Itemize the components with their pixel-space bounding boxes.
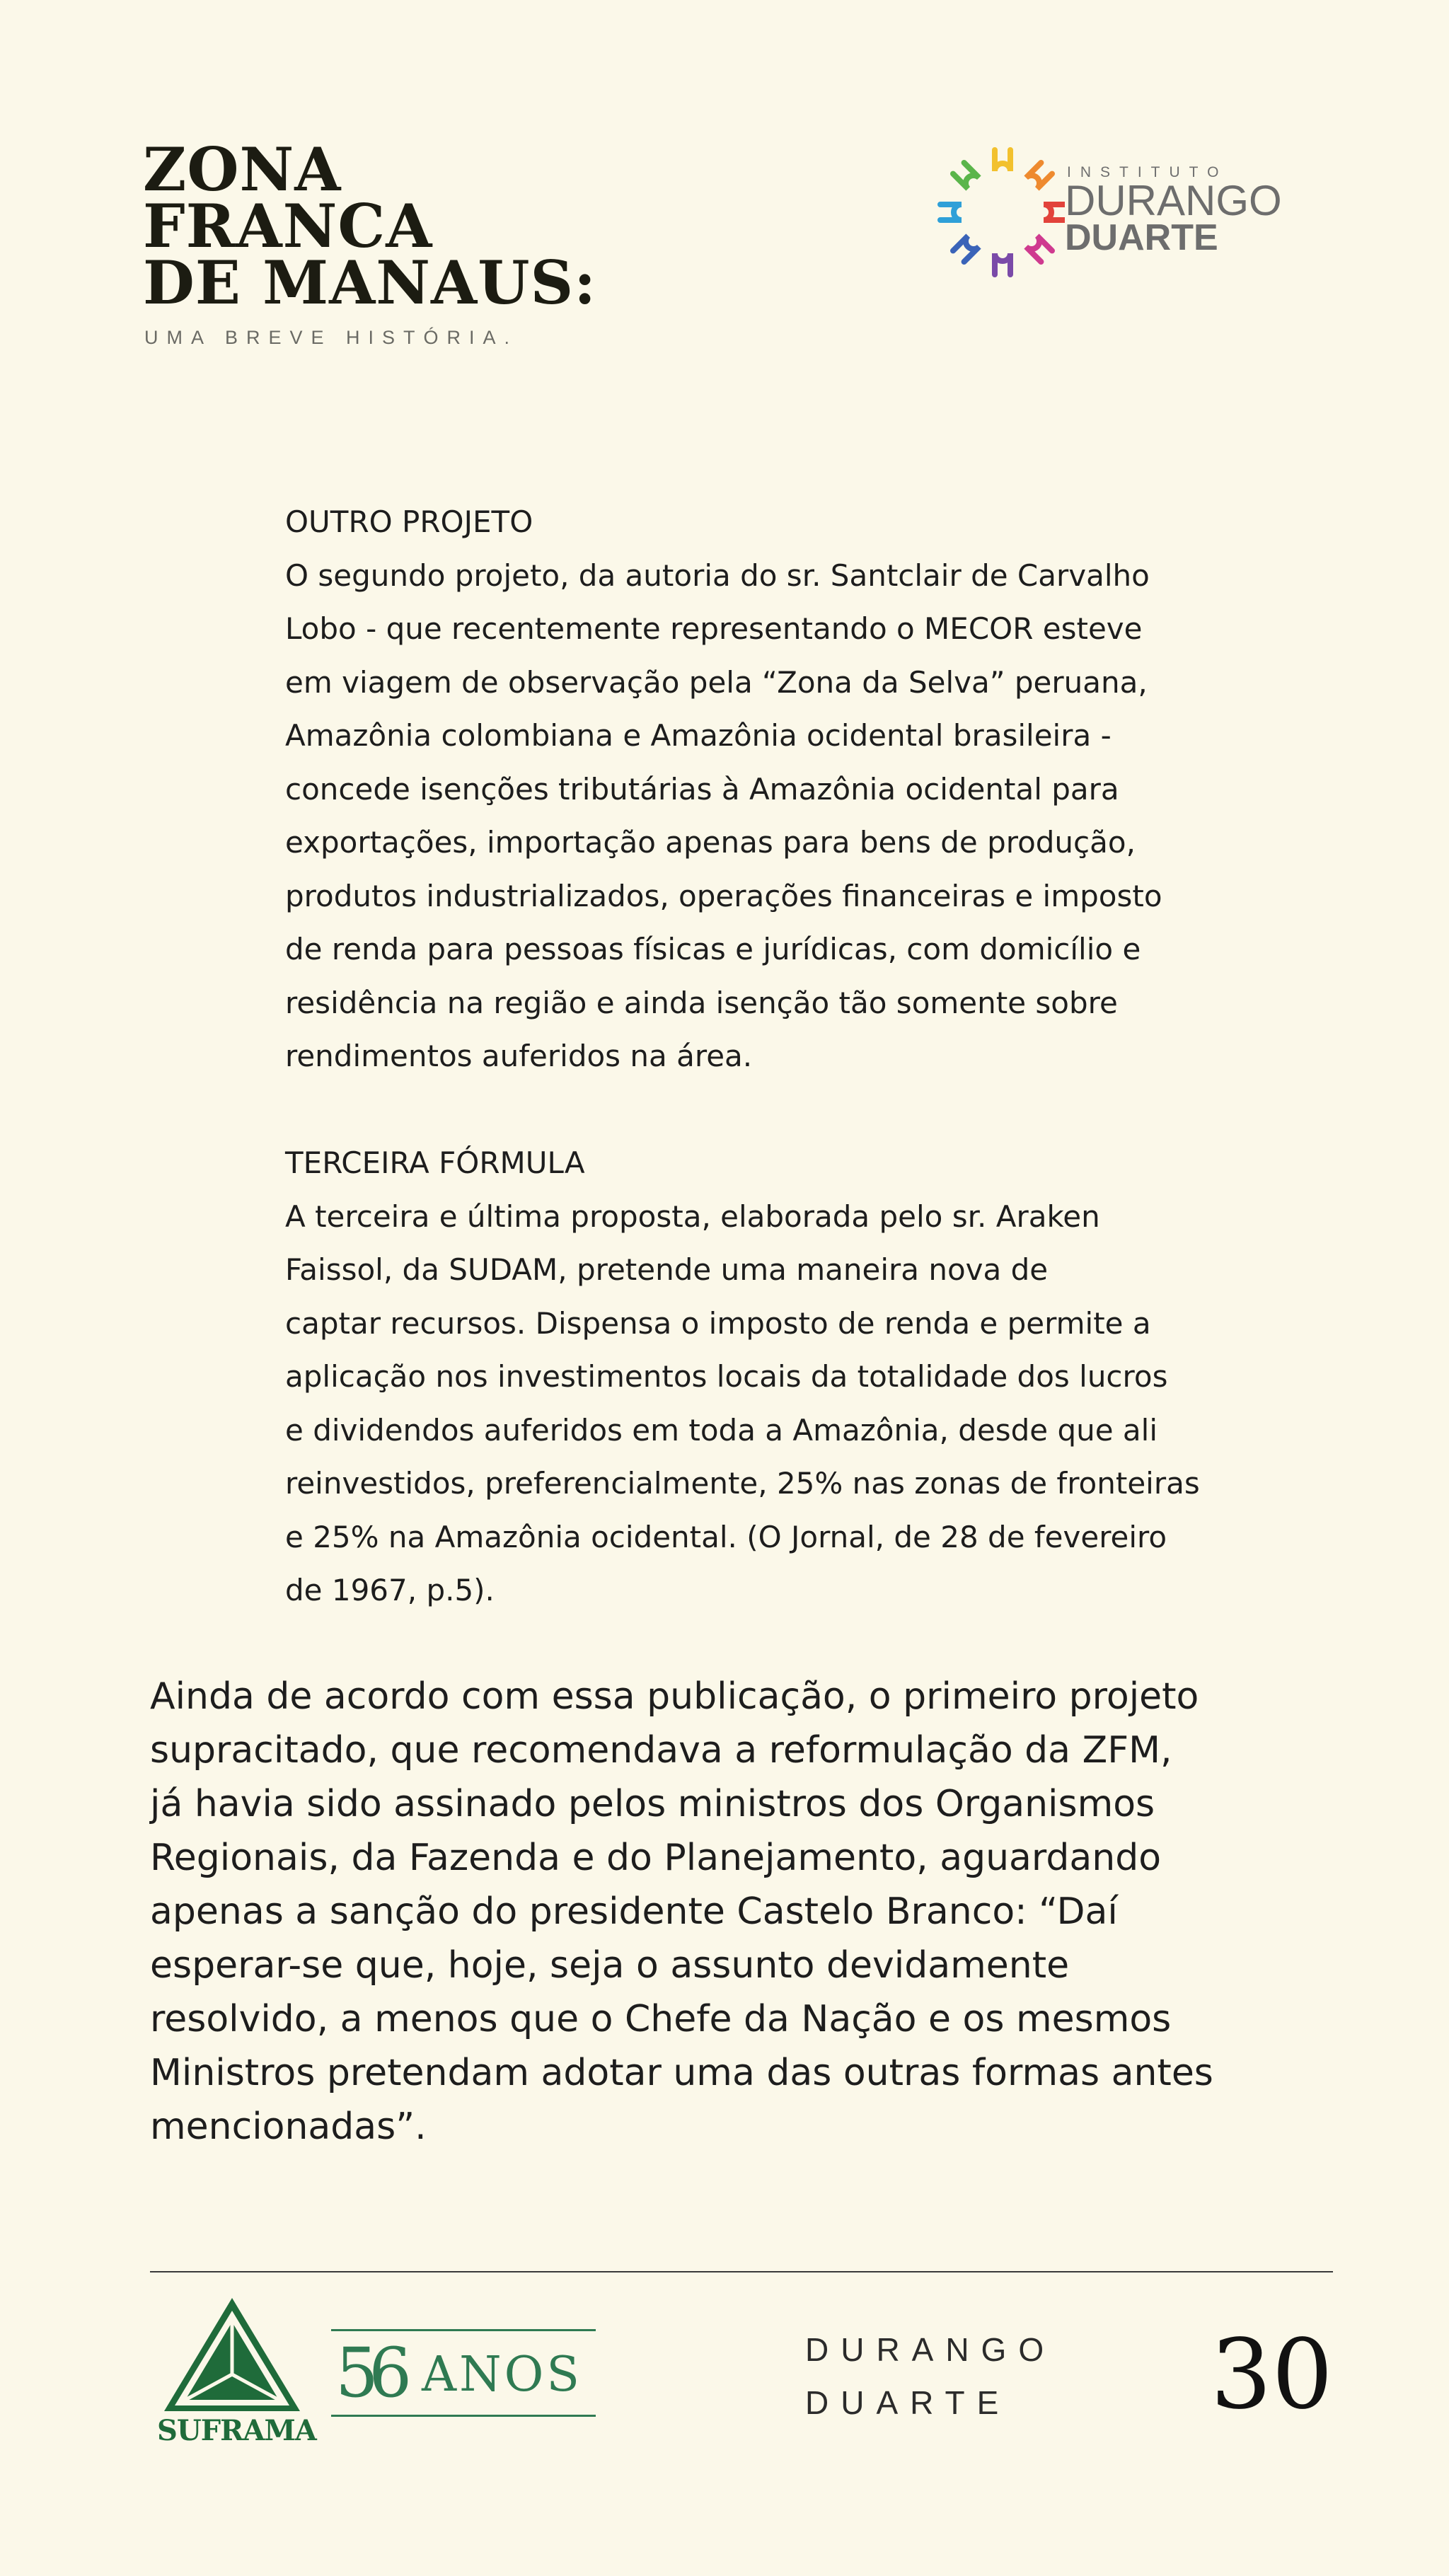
- instituto-durango-duarte-logo: [937, 147, 1282, 282]
- main-paragraph: [150, 1670, 1353, 2154]
- text-line: e 25% na Amazônia ocidental. (O Jornal, de 28 de fevereiro: [285, 1519, 1167, 1554]
- text-line: Ainda de acordo com essa publicação, o primeiro projeto: [150, 1675, 1199, 1718]
- text-line: e dividendos auferidos em toda a Amazônia, desde que ali: [285, 1412, 1158, 1448]
- text-line: O segundo projeto, da autoria do sr. Santclair de Carvalho: [285, 558, 1150, 593]
- text-line: reinvestidos, preferencialmente, 25% nas zonas de fronteiras: [285, 1466, 1200, 1501]
- page-number: 30: [1210, 2319, 1333, 2431]
- author-signature: [805, 2323, 1056, 2430]
- triangle-icon: [161, 2295, 303, 2415]
- text-line: supracitado, que recomendava a reformulação da ZFM,: [150, 1729, 1172, 1772]
- text-line: A terceira e última proposta, elaborada pelo sr. Araken: [285, 1199, 1100, 1234]
- logo-arc: [953, 163, 979, 189]
- anniversary-badge: [331, 2329, 596, 2417]
- logo-arc: [1044, 204, 1065, 220]
- text-line: resolvido, a menos que o Chefe da Nação e os mesmos: [150, 1998, 1172, 2040]
- title-line: FRANCA: [143, 191, 433, 261]
- text-line: de renda para pessoas físicas e jurídicas, com domicílio e: [285, 932, 1141, 966]
- text-line: esperar-se que, hoje, seja o assunto devidamente: [150, 1944, 1070, 1987]
- logo-arc: [953, 236, 979, 262]
- rainbow-arcs-icon: [937, 147, 1065, 282]
- logo-arc: [1026, 236, 1052, 262]
- text-line: exportações, importação apenas para bens de produção,: [285, 825, 1136, 860]
- text-line: aplicação nos investimentos locais da totalidade dos lucros: [285, 1359, 1168, 1394]
- title-line: ZONA: [143, 134, 342, 204]
- text-line: rendimentos auferidos na área.: [285, 1039, 753, 1073]
- text-line: já havia sido assinado pelos ministros dos Organismos: [150, 1783, 1155, 1825]
- institute-name-line1: DURANGO: [1065, 177, 1282, 224]
- logo-arc: [995, 150, 1010, 171]
- institute-name-line2: DUARTE: [1065, 217, 1218, 258]
- text-line: residência na região e ainda isenção tão somente sobre: [285, 985, 1118, 1020]
- suframa-name: SUFRAMA: [157, 2414, 316, 2447]
- section-heading: OUTRO PROJETO: [285, 504, 533, 539]
- text-line: mencionadas”.: [150, 2106, 427, 2148]
- text-line: apenas a sanção do presidente Castelo Branco: “Daí: [150, 1890, 1118, 1933]
- logo-arc: [995, 253, 1010, 275]
- title-line: DE MANAUS:: [143, 248, 597, 318]
- section-gap: [285, 1083, 1332, 1137]
- text-line: produtos industrializados, operações financeiras e imposto: [285, 878, 1162, 913]
- text-line: Regionais, da Fazenda e do Planejamento, aguardando: [150, 1837, 1162, 1879]
- text-line: concede isenções tributárias à Amazônia ocidental para: [285, 771, 1119, 807]
- suframa-logo: [157, 2295, 316, 2454]
- text-line: captar recursos. Dispensa o imposto de renda e permite a: [285, 1305, 1151, 1341]
- logo-arc: [1026, 163, 1052, 189]
- publication-subtitle: UMA BREVE HISTÓRIA.: [144, 327, 519, 348]
- signature-line: DURANGO: [805, 2331, 1056, 2368]
- publication-title: [143, 134, 597, 318]
- quoted-excerpt: [285, 495, 1332, 1617]
- signature-line: DUARTE: [805, 2384, 1011, 2421]
- text-line: Faissol, da SUDAM, pretende uma maneira nova de: [285, 1252, 1049, 1287]
- logo-arc: [940, 204, 962, 220]
- text-line: de 1967, p.5).: [285, 1573, 495, 1607]
- text-line: Amazônia colombiana e Amazônia ocidental brasileira -: [285, 718, 1112, 753]
- text-line: em viagem de observação pela “Zona da Selva” peruana,: [285, 664, 1148, 700]
- anniversary-number: 56: [335, 2333, 403, 2413]
- anniversary-word: ANOS: [422, 2347, 582, 2403]
- institute-label: INSTITUTO: [1067, 164, 1228, 180]
- footer-divider: [150, 2271, 1333, 2272]
- text-line: Lobo - que recentemente representando o MECOR esteve: [285, 611, 1143, 646]
- section-heading: TERCEIRA FÓRMULA: [285, 1145, 585, 1180]
- text-line: Ministros pretendam adotar uma das outras formas antes: [150, 2052, 1213, 2094]
